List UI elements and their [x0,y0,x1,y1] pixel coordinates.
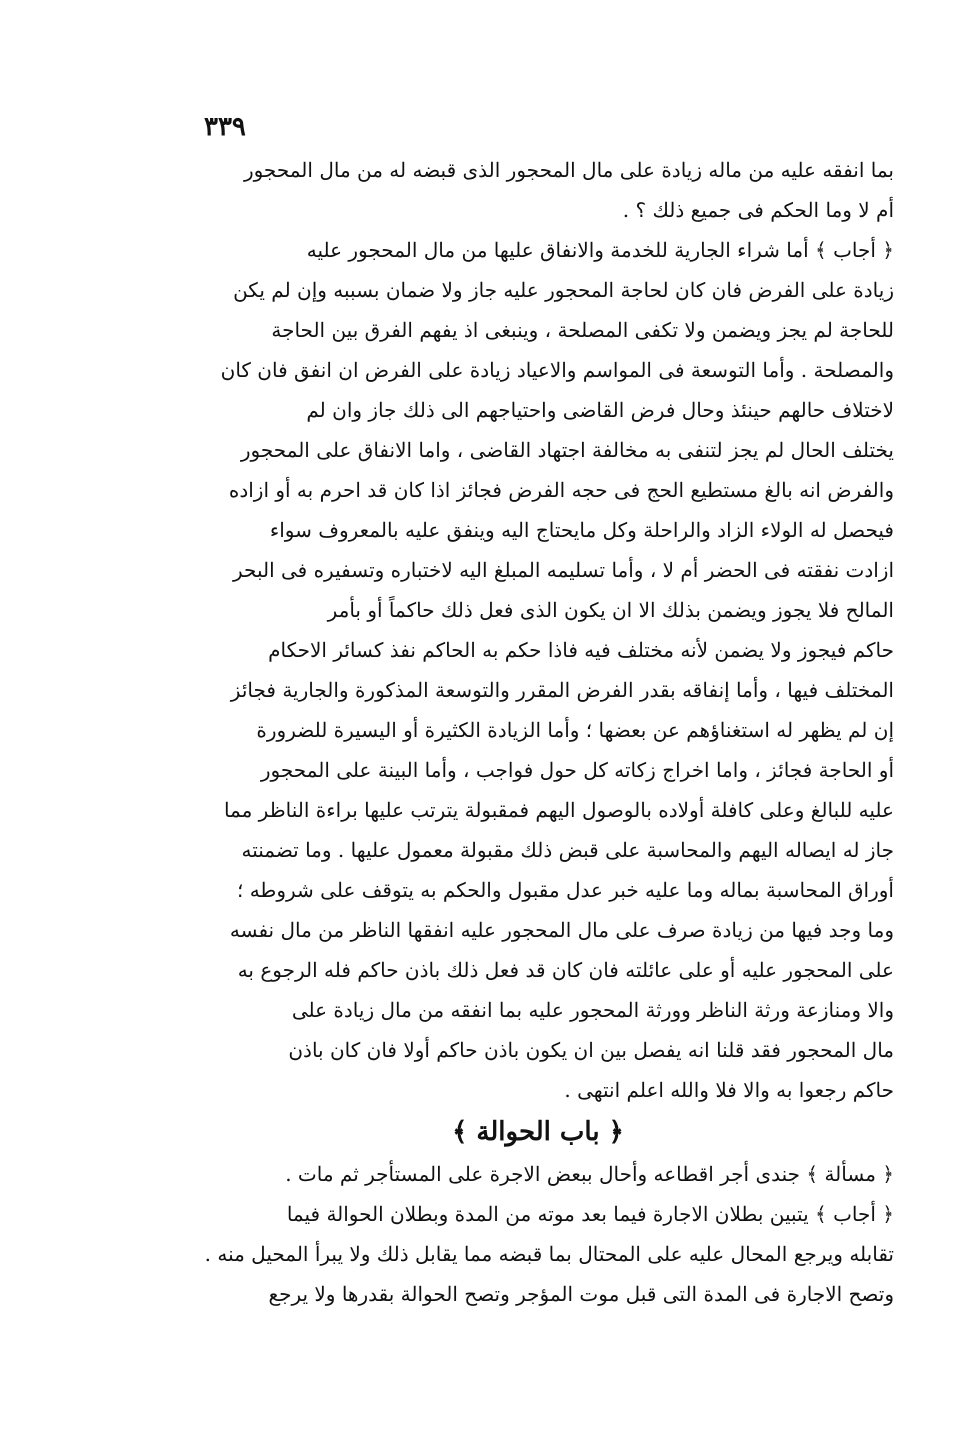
text-line: بما انفقه عليه من ماله زيادة على مال المحجور الذى قبضه له من مال المحجور [243,158,894,182]
text-line: أو الحاجة فجائز ، واما اخراج زكاته كل حول فواجب ، وأما البينة على المحجور [260,758,894,782]
text-line: تقابله ويرجع المحال عليه على المحتال بما قبضه مما يقابل ذلك ولا يبرأ المحيل منه . [204,1242,894,1266]
text-line: عليه للبالغ وعلى كافلة أولاده بالوصول اليهم فمقبولة يترتب عليها براءة الناظر مما [223,798,894,822]
page-number: ٣٣٩ [204,112,246,142]
text-line: يختلف الحال لم يجز لتنفى به مخالفة اجتهاد القاضى ، واما الانفاق على المحجور [240,438,894,462]
text-line: زيادة على الفرض فان كان لحاجة المحجور عليه جاز ولا ضمان بسببه وإن لم يكن [233,278,894,302]
text-line: إن لم يظهر له استغناؤهم عن بعضها ؛ وأما الزيادة الكثيرة أو اليسيرة للضرورة [256,718,894,742]
text-line: على المحجور عليه أو على عائلته فان كان قد فعل ذلك باذن حاكم فله الرجوع به [237,958,894,982]
text-body [182,150,894,1314]
text-line: جاز له ايصاله اليهم والمحاسبة على قبض ذلك مقبولة معمول عليها . وما تضمنته [241,838,894,862]
text-line: المالح فلا يجوز ويضمن بذلك الا ان يكون الذى فعل ذلك حاكماً أو بأمر [327,598,894,622]
text-line: ﴿ أجاب ﴾ أما شراء الجارية للخدمة والانفاق عليها من مال المحجور عليه [306,238,894,262]
text-line: ازادت نفقته فى الحضر أم لا ، وأما تسليمه المبلغ اليه لاختباره وتسفيره فى البحر [233,558,894,582]
text-line: أم لا وما الحكم فى جميع ذلك ؟ . [622,198,894,222]
text-line: والمصلحة . وأما التوسعة فى المواسم والاعياد زيادة على الفرض ان انفق فان كان [220,358,894,382]
text-line: فيحصل له الولاء الزاد والراحلة وكل مايحتاج اليه وينفق عليه بالمعروف سواء [269,518,894,542]
section-heading: ﴿ باب الحوالة ﴾ [452,1117,624,1147]
text-line: ﴿ أجاب ﴾ يتبين بطلان الاجارة فيما بعد موته من المدة وبطلان الحوالة فيما [286,1202,894,1226]
text-line: مال المحجور فقد قلنا انه يفصل بين ان يكون باذن حاكم أولا فان كان باذن [288,1038,894,1062]
text-line: والفرض انه بالغ مستطيع الحج فى حجه الفرض فجائز اذا كان قد احرم به أو ازاده [228,478,894,502]
text-line: وتصح الاجارة فى المدة التى قبل موت المؤجر وتصح الحوالة بقدرها ولا يرجع [268,1282,894,1306]
text-line: ﴿ مسألة ﴾ جندى أجر اقطاعه وأحال ببعض الاجرة على المستأجر ثم مات . [285,1162,894,1186]
text-line: حاكم رجعوا به والا فلا والله اعلم انتهى . [564,1078,894,1102]
text-line: للحاجة لم يجز ويضمن ولا تكفى المصلحة ، وينبغى اذ يفهم الفرق بين الحاجة [271,318,894,342]
text-line: حاكم فيجوز ولا يضمن لأنه مختلف فيه فاذا حكم به الحاكم نفذ كسائر الاحكام [268,638,894,662]
text-line: لاختلاف حالهم حينئذ وحال فرض القاضى واحتياجهم الى ذلك جاز وان لم [306,398,894,422]
text-line: أوراق المحاسبة بماله وما عليه خبر عدل مقبول والحكم به يتوقف على شروطه ؛ [236,878,894,902]
text-line: وما وجد فيها من زيادة صرف على مال المحجور عليه انفقها الناظر من مال نفسه [229,918,894,942]
text-line: والا ومنازعة ورثة الناظر وورثة المحجور عليه بما انفقه من مال زيادة على [291,998,894,1022]
text-line: المختلف فيها ، وأما إنفاقه بقدر الفرض المقرر والتوسعة المذكورة والجارية فجائز [230,678,894,702]
